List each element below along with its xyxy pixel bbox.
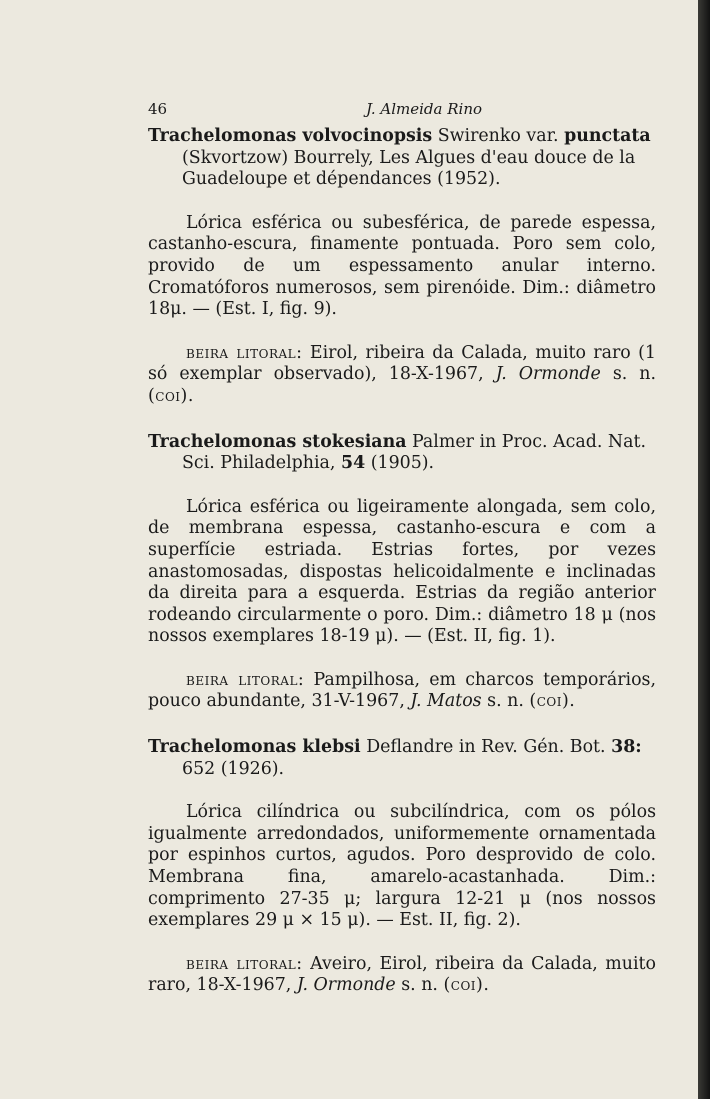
- taxon-heading: [148, 432, 656, 475]
- collector-note: s. n.: [401, 975, 438, 996]
- herbarium-code: (coi).: [529, 691, 576, 712]
- running-head: J. Almeida Rino: [366, 100, 483, 118]
- collector-name: J. Matos: [410, 691, 482, 712]
- species-name: Trachelomonas klebsi: [148, 737, 361, 758]
- collector-name: J. Ormonde: [495, 364, 601, 385]
- page-number: 46: [148, 100, 168, 118]
- volume-number: 38:: [611, 737, 642, 758]
- description-paragraph: Lórica cilíndrica ou subcilíndrica, com os pólos igualmente arredondados, uniformemente ornamentada por espinhos curtos, agudos. Poro desprovido de colo. Membrana fina, amarelo-acastanhada. Dim.: comprimento 27-35 μ; largura 12-21 μ (nos nossos exemplares 29 μ × 15 μ). — Est. II, fig. 2).: [148, 802, 656, 931]
- citation: (Skvortzow) Bourrely, Les Algues d'eau douce de la Guadeloupe et dépendances (1952).: [182, 147, 636, 190]
- locality-record: [148, 343, 656, 408]
- page-edge-shadow: [698, 0, 710, 1099]
- collector-note: s. n.: [487, 691, 524, 712]
- species-name: Trachelomonas stokesiana: [148, 431, 407, 452]
- herbarium-code: (coi).: [443, 975, 490, 996]
- locality-text: Aveiro, Eirol, ribeira da Calada, muito raro, 18-X-1967,: [148, 953, 656, 996]
- locality-record: [148, 670, 656, 713]
- citation-year: 652 (1926).: [182, 758, 285, 779]
- taxon-heading: [148, 126, 656, 191]
- region-label: beira litoral:: [186, 669, 305, 690]
- region-label: beira litoral:: [186, 342, 303, 363]
- collector-name: J. Ormonde: [296, 975, 396, 996]
- variety-name: punctata: [564, 126, 651, 146]
- citation-year: (1905).: [370, 453, 435, 474]
- description-paragraph: Lórica esférica ou subesférica, de parede espessa, castanho-escura, finamente pontuada. Poro sem colo, provido de um espessamento anular interno. Cromatóforos numerosos, sem pirenóide. Dim.: diâmetro 18μ. — (Est. I, fig. 9).: [148, 212, 656, 320]
- citation: Deflandre in Rev. Gén. Bot.: [366, 737, 606, 758]
- description-paragraph: Lórica esférica ou ligeiramente alongada, sem colo, de membrana espessa, castanho-escura e com a superfície estriada. Estrias fortes, por vezes anastomosadas, dispostas helicoidalmente e inclinadas da direita para a esquerda. Estrias da região anterior rodeando circularmente o poro. Dim.: diâmetro 18 μ (nos nossos exemplares 18-19 μ). — (Est. II, fig. 1).: [148, 496, 656, 647]
- species-author: Swirenko var.: [437, 126, 559, 146]
- page-body: [148, 126, 656, 997]
- volume-number: 54: [340, 453, 366, 474]
- species-name: Trachelomonas volvocinopsis: [148, 126, 433, 146]
- locality-record: [148, 954, 656, 997]
- locality-text: Eirol, ribeira da Calada, muito raro (1 só exemplar observado), 18-X-1967,: [148, 342, 656, 385]
- region-label: beira litoral:: [186, 953, 303, 974]
- taxon-heading: [148, 737, 656, 780]
- page-header: [148, 96, 656, 122]
- collector-note: s. n.: [612, 364, 656, 385]
- herbarium-code: (coi).: [148, 385, 194, 406]
- citation: Palmer in Proc. Acad. Nat. Sci. Philadelphia,: [182, 431, 647, 474]
- locality-text: Pampilhosa, em charcos temporários, pouco abundante, 31-V-1967,: [148, 669, 656, 712]
